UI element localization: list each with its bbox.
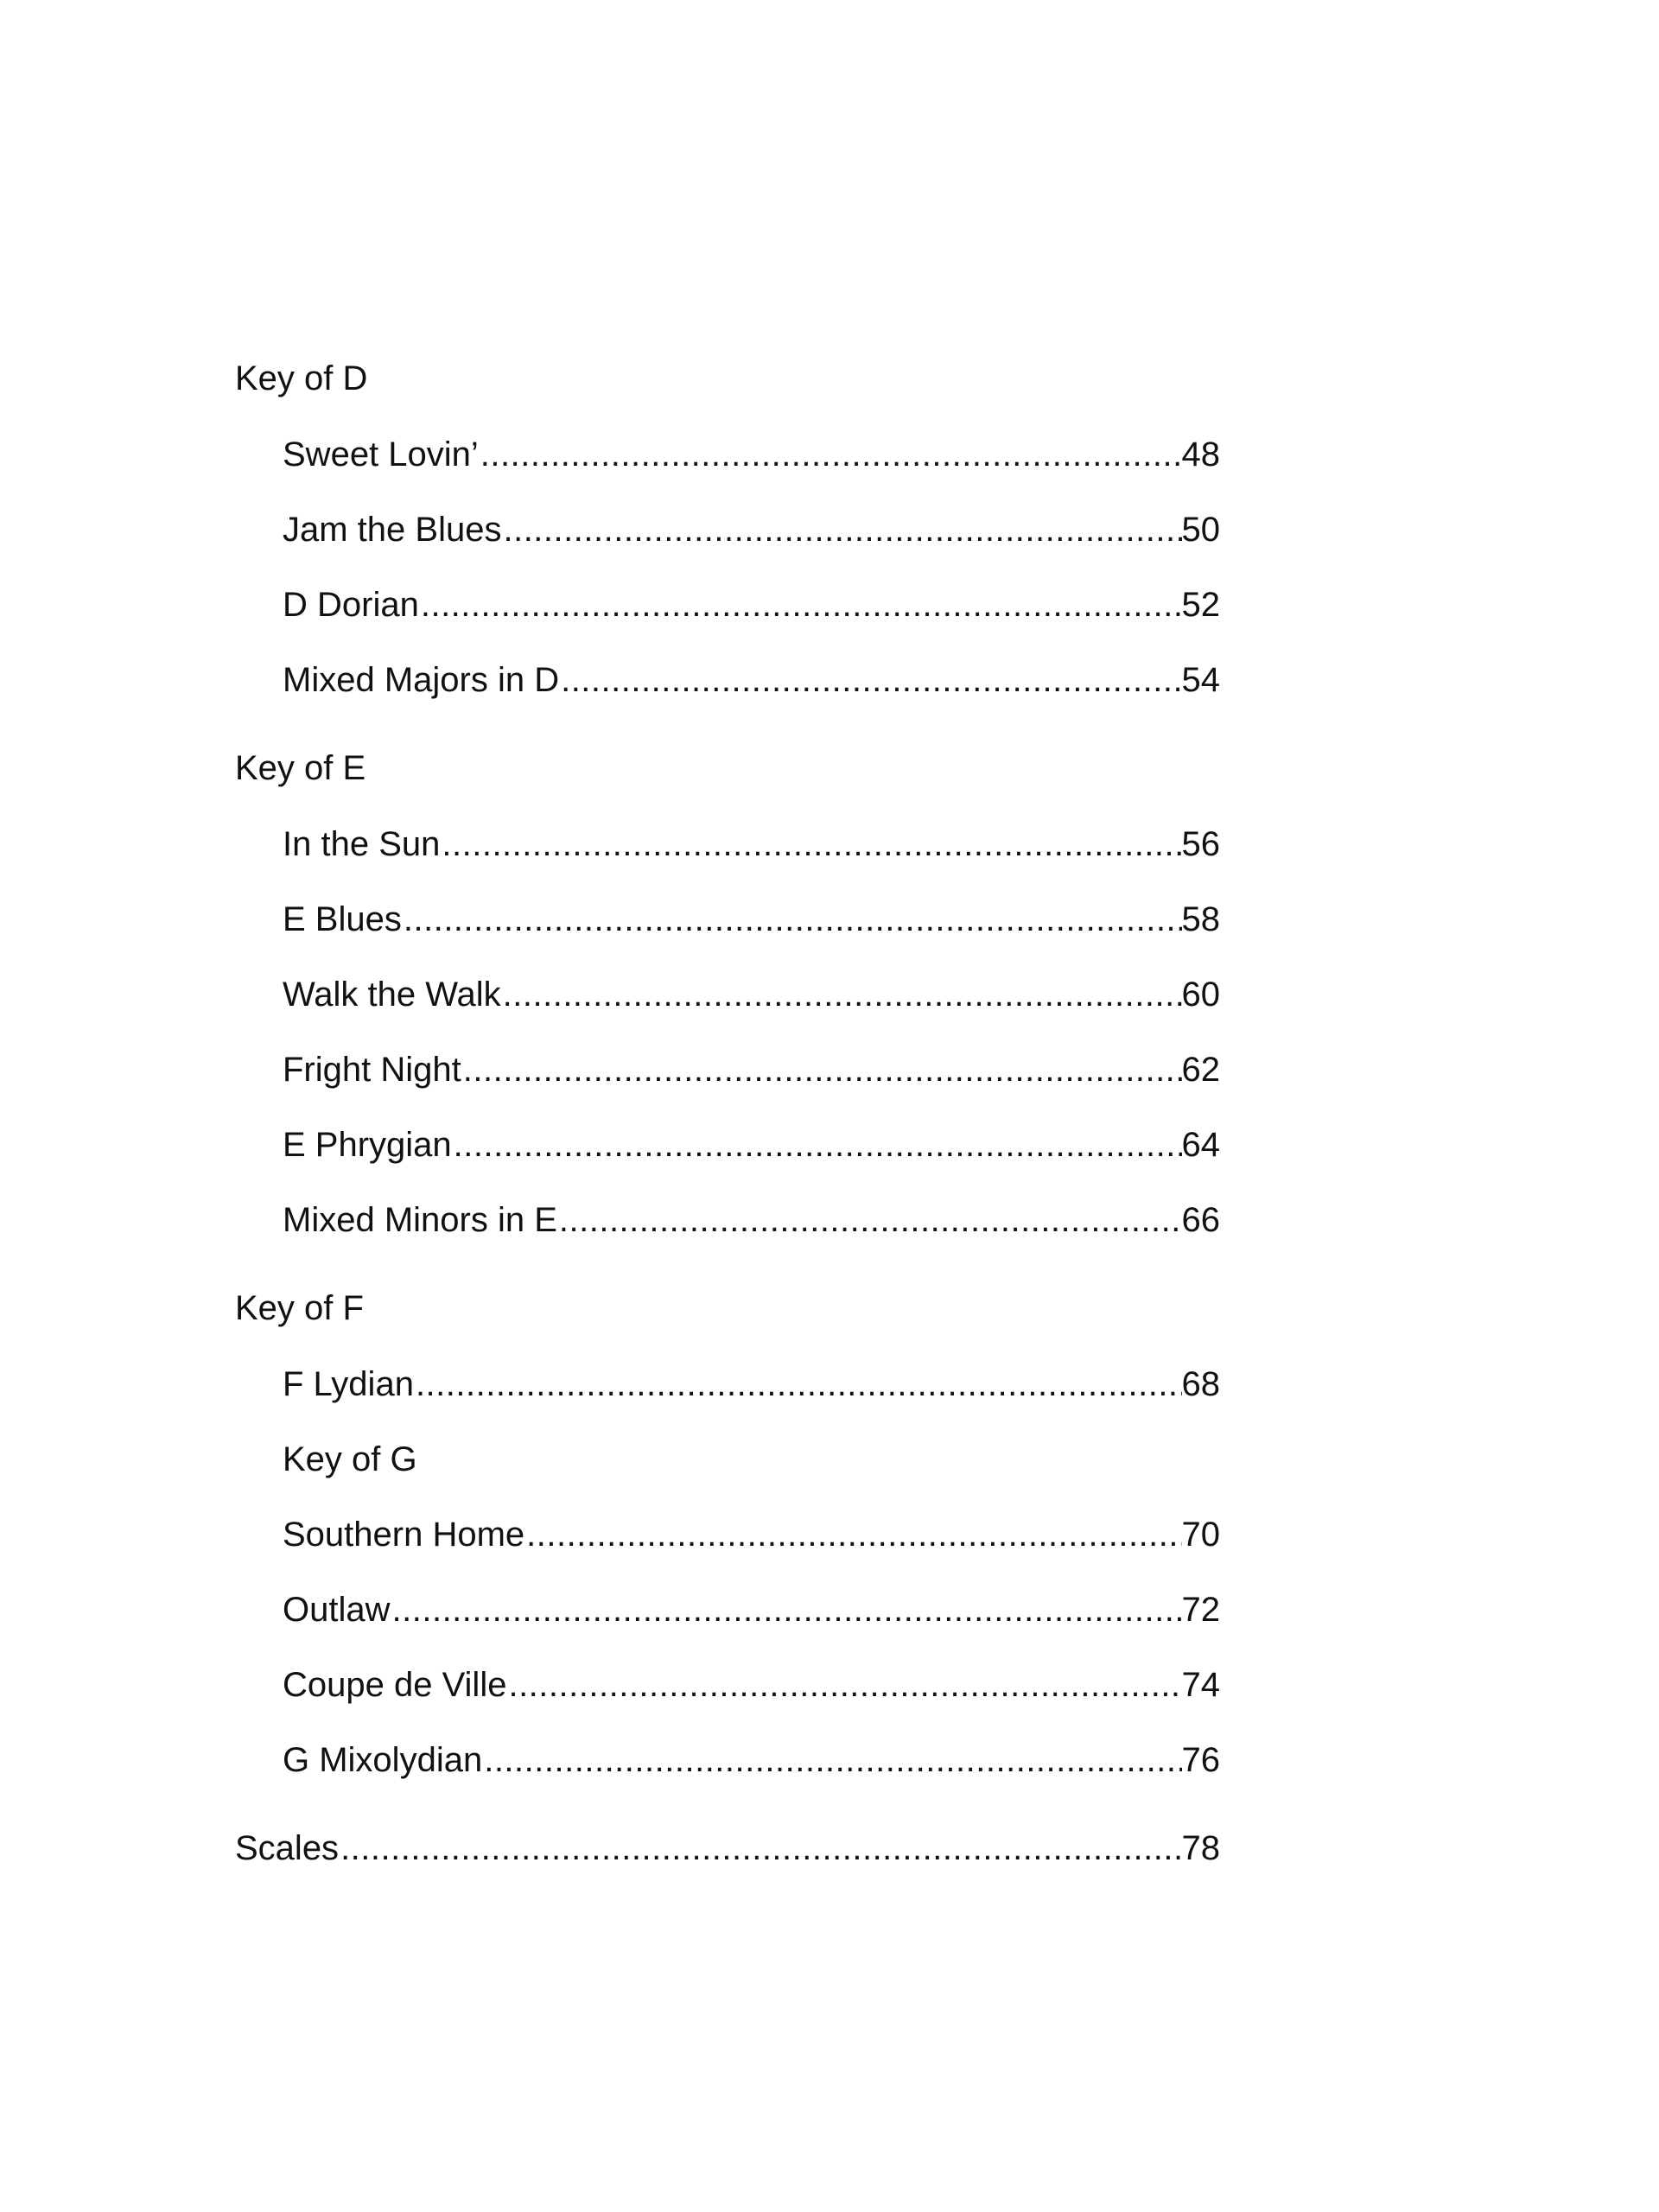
toc-entry-page: 66 — [1181, 1201, 1220, 1239]
dot-leader — [442, 807, 1181, 882]
toc-entry-title: E Blues — [283, 882, 404, 957]
toc-entry[interactable] — [235, 643, 1220, 718]
subsection-heading-key-of-g — [235, 1422, 1220, 1497]
toc-entry-page: 62 — [1181, 1051, 1220, 1089]
toc-entry[interactable] — [235, 1108, 1220, 1183]
toc-entry[interactable] — [235, 493, 1220, 568]
dot-leader — [404, 882, 1182, 957]
toc-entry[interactable] — [235, 417, 1220, 493]
section-heading-key-of-d — [235, 341, 1220, 417]
table-of-contents — [235, 341, 1220, 1887]
toc-entry-title: Walk the Walk — [283, 957, 503, 1033]
toc-entry-page: 70 — [1181, 1516, 1220, 1554]
dot-leader — [561, 643, 1181, 718]
dot-leader — [454, 1108, 1182, 1183]
toc-entry-page: 48 — [1181, 435, 1220, 474]
toc-entry-title: Scales — [235, 1811, 340, 1886]
dot-leader — [421, 568, 1182, 643]
toc-entry-title: Outlaw — [283, 1573, 392, 1648]
toc-entry-page: 72 — [1181, 1591, 1220, 1629]
dot-leader — [508, 1648, 1181, 1723]
toc-entry-page: 58 — [1181, 900, 1220, 938]
toc-entry[interactable] — [235, 1573, 1220, 1648]
toc-entry-page: 54 — [1181, 661, 1220, 699]
dot-leader — [392, 1573, 1182, 1648]
toc-entry-title: Coupe de Ville — [283, 1648, 508, 1723]
toc-entry[interactable] — [235, 1723, 1220, 1798]
section-spacer — [235, 718, 1220, 731]
toc-entry-page: 76 — [1181, 1741, 1220, 1779]
section-heading-key-of-e — [235, 731, 1220, 807]
dot-leader — [503, 493, 1181, 568]
dot-leader — [503, 957, 1182, 1033]
toc-entry[interactable] — [235, 882, 1220, 957]
section-heading-label: Key of E — [235, 749, 366, 787]
section-spacer — [235, 1258, 1220, 1271]
toc-entry-page: 60 — [1181, 976, 1220, 1014]
toc-entry[interactable] — [235, 807, 1220, 882]
dot-leader — [416, 1347, 1182, 1422]
toc-entry-page: 52 — [1181, 586, 1220, 624]
toc-entry-scales[interactable] — [235, 1811, 1220, 1887]
toc-entry-title: Southern Home — [283, 1497, 526, 1573]
toc-entry-title: Jam the Blues — [283, 493, 503, 568]
subsection-heading-label: Key of G — [283, 1440, 417, 1478]
toc-entry[interactable] — [235, 1497, 1220, 1573]
toc-entry-page: 50 — [1181, 511, 1220, 549]
dot-leader — [484, 1723, 1181, 1798]
toc-entry-page: 78 — [1181, 1829, 1220, 1867]
section-heading-key-of-f — [235, 1271, 1220, 1347]
toc-entry-title: G Mixolydian — [283, 1723, 484, 1798]
toc-entry-title: Mixed Majors in D — [283, 643, 561, 718]
toc-entry-title: In the Sun — [283, 807, 442, 882]
dot-leader — [526, 1497, 1181, 1573]
toc-entry[interactable] — [235, 1347, 1220, 1422]
dot-leader — [559, 1183, 1182, 1258]
section-spacer — [235, 1798, 1220, 1811]
toc-entry[interactable] — [235, 1648, 1220, 1723]
toc-entry[interactable] — [235, 568, 1220, 643]
dot-leader — [340, 1811, 1181, 1886]
toc-entry[interactable] — [235, 1183, 1220, 1258]
toc-entry-title: F Lydian — [283, 1347, 416, 1422]
toc-entry-title: E Phrygian — [283, 1108, 454, 1183]
section-heading-label: Key of D — [235, 359, 368, 397]
toc-entry[interactable] — [235, 957, 1220, 1033]
toc-entry-page: 74 — [1181, 1666, 1220, 1704]
toc-entry-title: Mixed Minors in E — [283, 1183, 559, 1258]
toc-entry-page: 56 — [1181, 825, 1220, 863]
toc-entry-title: D Dorian — [283, 568, 421, 643]
toc-entry-page: 68 — [1181, 1365, 1220, 1403]
toc-entry-page: 64 — [1181, 1126, 1220, 1164]
toc-entry-title: Fright Night — [283, 1033, 463, 1108]
toc-entry[interactable] — [235, 1033, 1220, 1108]
dot-leader — [463, 1033, 1182, 1108]
toc-entry-title: Sweet Lovin’ — [283, 417, 480, 493]
section-heading-label: Key of F — [235, 1289, 364, 1327]
dot-leader — [480, 417, 1182, 493]
